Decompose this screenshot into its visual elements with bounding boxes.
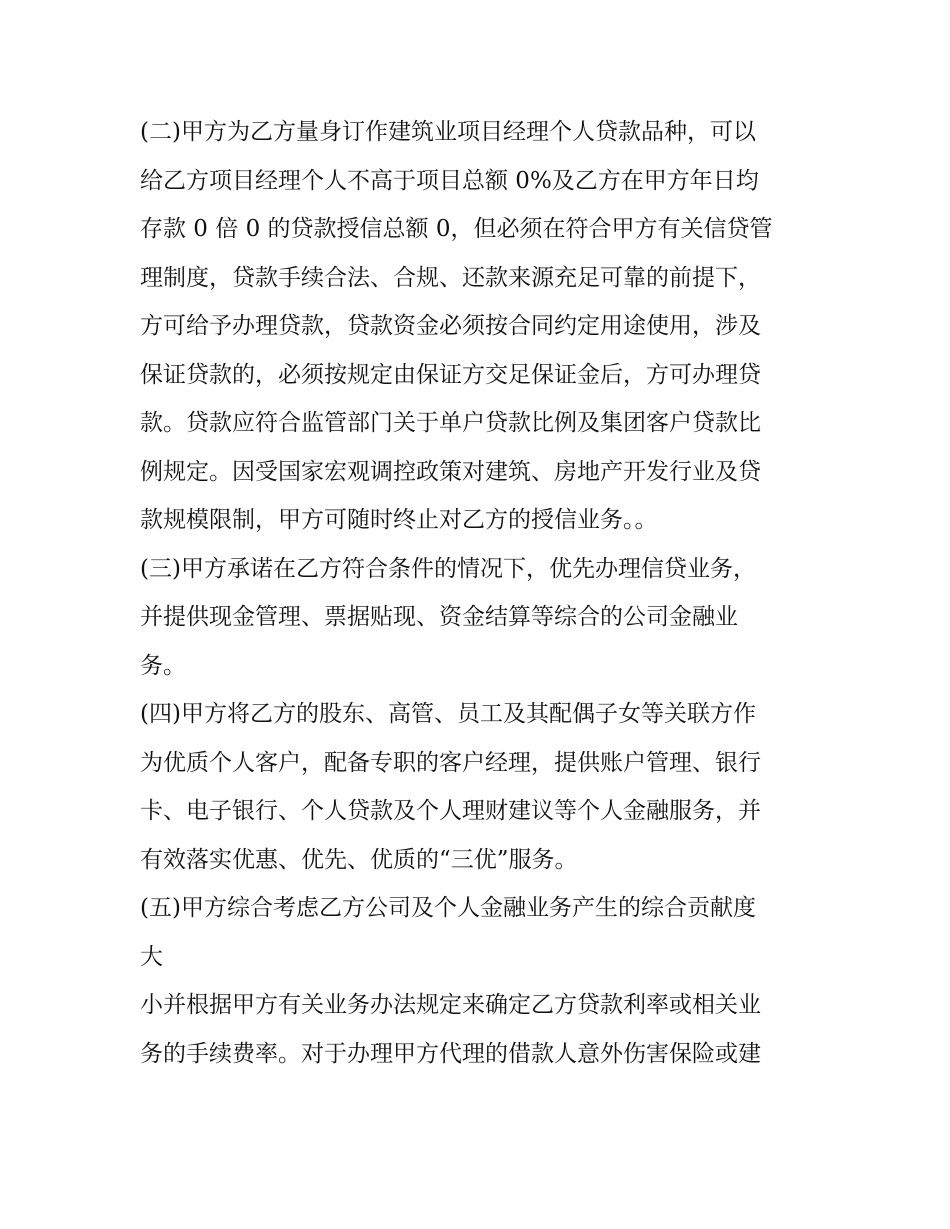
text-line: 理制度，贷款手续合法、合规、还款来源充足可靠的前提下， <box>140 264 761 291</box>
text-line: 方可给予办理贷款，贷款资金必须按合同约定用途使用，涉及 <box>140 313 761 339</box>
text-line: 小并根据甲方有关业务办法规定来确定乙方贷款利率或相关业 <box>140 992 761 1018</box>
text-line: 务。 <box>140 652 186 679</box>
text-line: 存款 0 倍 0 的贷款授信总额 0，但必须在符合甲方有关信贷管 <box>140 216 773 242</box>
document-body <box>140 108 820 1078</box>
text-line: 卡、电子银行、个人贷款及个人理财建议等个人金融服务，并 <box>140 798 761 824</box>
text-line: 务的手续费率。对于办理甲方代理的借款人意外伤害保险或建 <box>140 1040 761 1067</box>
text-line: (五)甲方综合考虑乙方公司及个人金融业务产生的综合贡献度 <box>140 895 756 921</box>
text-line: 大 <box>140 943 163 970</box>
text-line: 有效落实优惠、优先、优质的“三优”服务。 <box>140 846 578 873</box>
text-line: 款。贷款应符合监管部门关于单户贷款比例及集团客户贷款比 <box>140 410 761 436</box>
text-line: 例规定。因受国家宏观调控政策对建筑、房地产开发行业及贷 <box>140 458 761 485</box>
text-line: (三)甲方承诺在乙方符合条件的情况下，优先办理信贷业务， <box>140 555 756 582</box>
text-line: 给乙方项目经理个人不高于项目总额 0%及乙方在甲方年日均 <box>140 167 759 194</box>
text-line: 保证贷款的，必须按规定由保证方交足保证金后，方可办理贷 <box>140 361 761 388</box>
text-line: 为优质个人客户，配备专职的客户经理，提供账户管理、银行 <box>140 749 761 776</box>
text-line: 款规模限制，甲方可随时终止对乙方的授信业务。。 <box>140 507 658 533</box>
text-line: (二)甲方为乙方量身订作建筑业项目经理个人贷款品种，可以 <box>140 119 756 145</box>
text-line: 并提供现金管理、票据贴现、资金结算等综合的公司金融业 <box>140 604 738 630</box>
text-line: (四)甲方将乙方的股东、高管、员工及其配偶子女等关联方作 <box>140 701 756 727</box>
